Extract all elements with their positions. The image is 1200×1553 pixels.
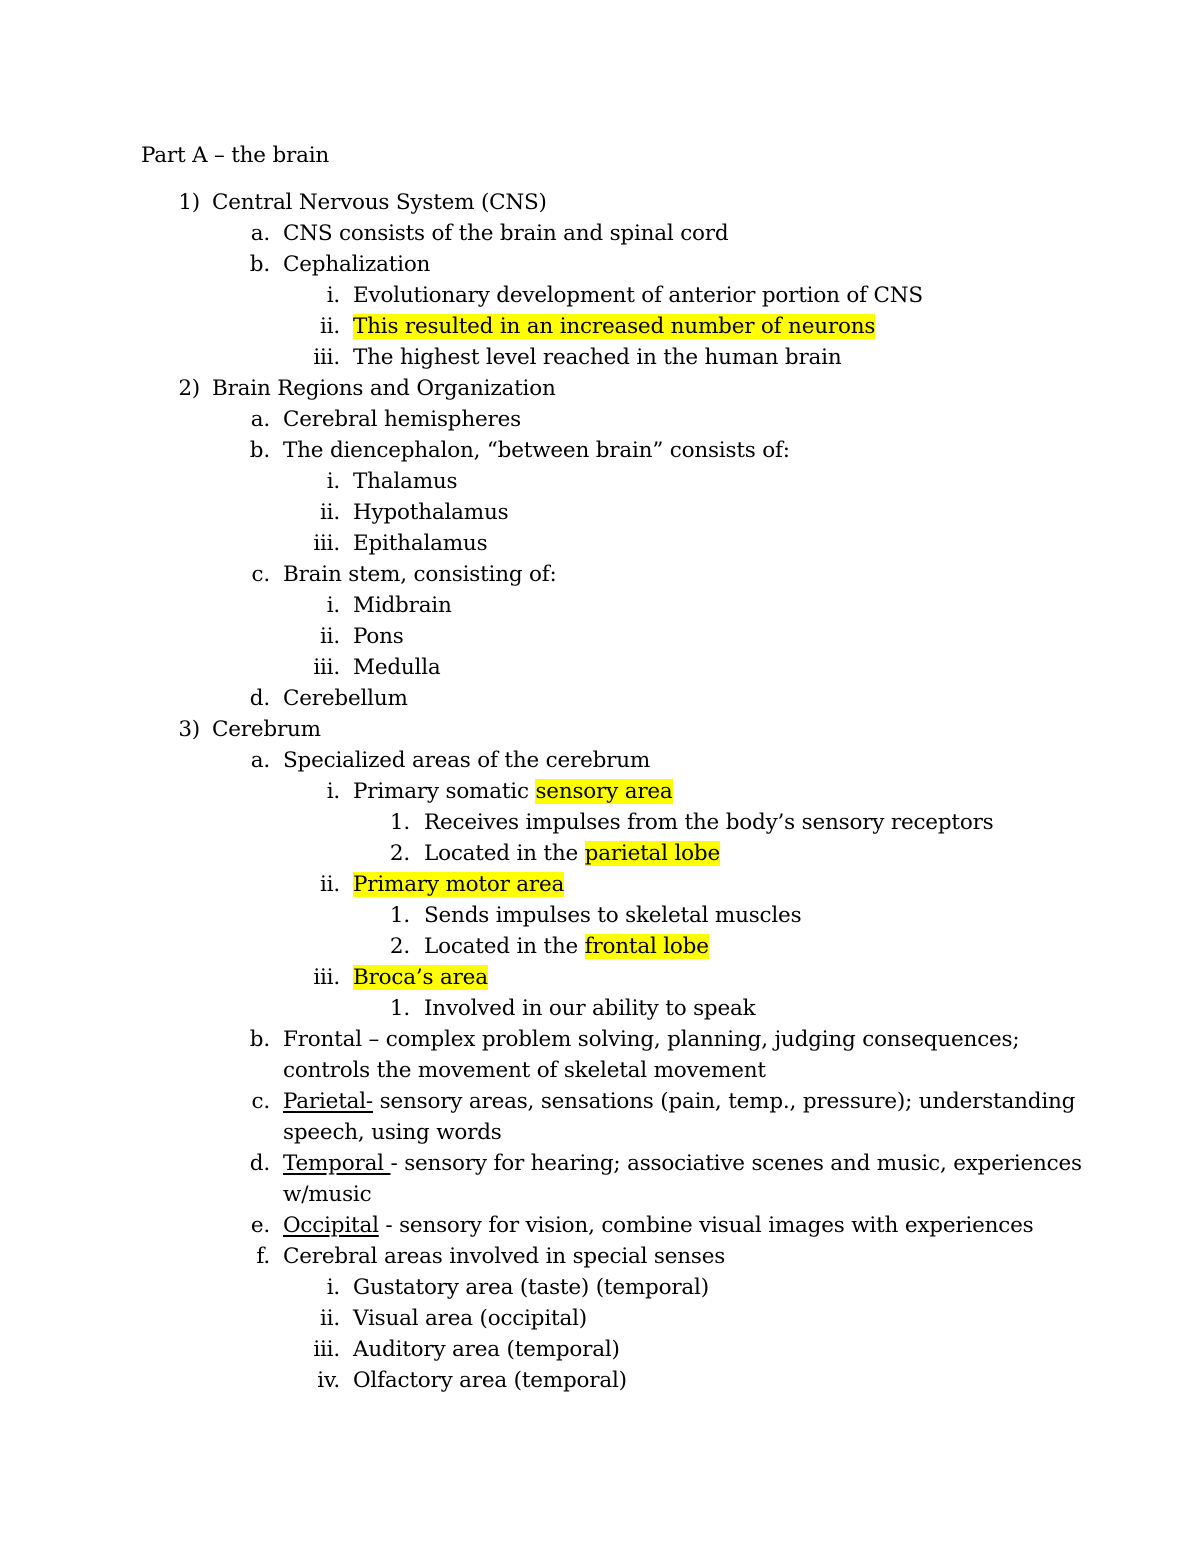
outline-item-text xyxy=(283,683,408,714)
text-segment: Cerebellum xyxy=(283,686,408,711)
text-segment: Receives impulses from the body’s sensory receptors xyxy=(424,810,994,835)
page-title-text: Part A – the brain xyxy=(141,143,330,168)
text-segment: The diencephalon, “between brain” consists of: xyxy=(283,438,790,463)
list-marker: ii. xyxy=(320,1306,340,1331)
text-segment: controls the movement of skeletal movement xyxy=(283,1058,766,1083)
highlighted-text: frontal lobe xyxy=(584,934,709,959)
outline-item-text xyxy=(353,652,441,683)
text-segment: Specialized areas of the cerebrum xyxy=(283,748,651,773)
list-marker: i. xyxy=(326,469,340,494)
outline-item-text xyxy=(353,280,923,311)
outline-item-text xyxy=(283,1179,371,1210)
outline-item-text xyxy=(283,745,650,776)
underlined-term: Occipital xyxy=(283,1213,379,1238)
outline-item-text xyxy=(353,342,841,373)
list-marker: ii. xyxy=(320,500,340,525)
text-segment: w/music xyxy=(283,1182,372,1207)
list-marker: iv. xyxy=(317,1368,340,1393)
list-marker: iii. xyxy=(313,1337,340,1362)
text-segment: - sensory for hearing; associative scenes and music, experiences xyxy=(390,1151,1082,1176)
list-marker: 2) xyxy=(178,376,200,401)
list-marker: 2. xyxy=(389,841,410,866)
outline-item-text xyxy=(353,497,508,528)
list-marker: iii. xyxy=(313,531,340,556)
text-segment: Frontal – complex problem solving, planning, judging consequences; xyxy=(283,1027,1020,1052)
list-marker: a. xyxy=(250,407,270,432)
outline-item-text xyxy=(353,590,452,621)
text-segment: Pons xyxy=(353,624,404,649)
outline-item-text xyxy=(283,1210,1034,1241)
highlighted-text: sensory area xyxy=(535,779,673,804)
text-segment: Brain stem, consisting of: xyxy=(283,562,557,587)
list-marker: 1. xyxy=(389,810,410,835)
outline-item-text xyxy=(353,1334,620,1365)
outline-item-text xyxy=(353,528,487,559)
outline-item-text xyxy=(353,1303,587,1334)
list-marker: ii. xyxy=(320,624,340,649)
text-segment: Primary somatic xyxy=(353,779,536,804)
outline-item-text xyxy=(283,559,557,590)
list-marker: ii. xyxy=(320,314,340,339)
text-segment: sensory areas, sensations (pain, temp., pressure); understanding xyxy=(373,1089,1076,1114)
outline-item-text xyxy=(283,1055,766,1086)
list-marker: i. xyxy=(326,1275,340,1300)
outline-item-text xyxy=(212,373,556,404)
highlighted-text: Primary motor area xyxy=(353,872,565,897)
list-marker: c. xyxy=(251,1089,270,1114)
list-marker: i. xyxy=(326,779,340,804)
text-segment: Cerebral areas involved in special senses xyxy=(283,1244,726,1269)
highlighted-text: parietal lobe xyxy=(584,841,720,866)
text-segment: Cephalization xyxy=(283,252,431,277)
list-marker: ii. xyxy=(320,872,340,897)
outline-item-text xyxy=(353,776,673,807)
text-segment: - sensory for vision, combine visual images with experiences xyxy=(378,1213,1034,1238)
text-segment: Hypothalamus xyxy=(353,500,509,525)
outline-item-text xyxy=(283,1117,502,1148)
text-segment: Central Nervous System (CNS) xyxy=(212,190,547,215)
outline-item-text xyxy=(283,435,790,466)
highlighted-text: This resulted in an increased number of neurons xyxy=(353,314,876,339)
outline-item-text xyxy=(353,621,404,652)
outline-item-text xyxy=(283,1241,725,1272)
text-segment: Located in the xyxy=(424,934,585,959)
text-segment: Auditory area (temporal) xyxy=(353,1337,620,1362)
outline-item-text xyxy=(283,404,521,435)
text-segment: Sends impulses to skeletal muscles xyxy=(424,903,802,928)
outline-item-text xyxy=(283,1086,1075,1117)
text-segment: speech, using words xyxy=(283,1120,502,1145)
outline-item-text xyxy=(424,838,720,869)
outline-item-text xyxy=(353,1365,627,1396)
highlighted-text: Broca’s area xyxy=(353,965,488,990)
list-marker: 2. xyxy=(389,934,410,959)
text-segment: Medulla xyxy=(353,655,441,680)
text-segment: The highest level reached in the human brain xyxy=(353,345,842,370)
underlined-term: Parietal- xyxy=(283,1089,373,1114)
outline-item-text xyxy=(353,466,457,497)
outline-item-text xyxy=(353,869,564,900)
list-marker: iii. xyxy=(313,345,340,370)
outline-item-text xyxy=(212,714,321,745)
text-segment: Evolutionary development of anterior portion of CNS xyxy=(353,283,923,308)
text-segment: Olfactory area (temporal) xyxy=(353,1368,627,1393)
text-segment: Visual area (occipital) xyxy=(353,1306,587,1331)
text-segment: Epithalamus xyxy=(353,531,488,556)
outline-item-text xyxy=(353,311,875,342)
outline-item-text xyxy=(283,218,728,249)
list-marker: f. xyxy=(256,1244,270,1269)
list-marker: d. xyxy=(249,686,270,711)
outline-item-text xyxy=(424,993,755,1024)
text-segment: Midbrain xyxy=(353,593,452,618)
underlined-term: Temporal xyxy=(283,1151,391,1176)
list-marker: d. xyxy=(249,1151,270,1176)
text-segment: Cerebral hemispheres xyxy=(283,407,521,432)
list-marker: b. xyxy=(249,438,270,463)
text-segment: Thalamus xyxy=(353,469,458,494)
list-marker: 3) xyxy=(178,717,200,742)
outline-item-text xyxy=(353,1272,709,1303)
outline-item-text xyxy=(424,931,709,962)
outline-item-text xyxy=(424,900,801,931)
outline-item-text xyxy=(212,187,547,218)
outline-item-text xyxy=(283,1148,1082,1179)
list-marker: b. xyxy=(249,1027,270,1052)
list-marker: 1) xyxy=(178,190,200,215)
list-marker: c. xyxy=(251,562,270,587)
list-marker: e. xyxy=(250,1213,270,1238)
list-marker: b. xyxy=(249,252,270,277)
outline-item-text xyxy=(283,1024,1019,1055)
list-marker: a. xyxy=(250,221,270,246)
text-segment: Involved in our ability to speak xyxy=(424,996,756,1021)
text-segment: Gustatory area (taste) (temporal) xyxy=(353,1275,709,1300)
list-marker: i. xyxy=(326,593,340,618)
outline-item-text xyxy=(283,249,430,280)
text-segment: Cerebrum xyxy=(212,717,321,742)
list-marker: 1. xyxy=(389,903,410,928)
text-segment: Located in the xyxy=(424,841,585,866)
outline-item-text xyxy=(353,962,488,993)
outline-item-text xyxy=(424,807,994,838)
list-marker: iii. xyxy=(313,965,340,990)
list-marker: i. xyxy=(326,283,340,308)
list-marker: 1. xyxy=(389,996,410,1021)
text-segment: Brain Regions and Organization xyxy=(212,376,556,401)
list-marker: iii. xyxy=(313,655,340,680)
list-marker: a. xyxy=(250,748,270,773)
text-segment: CNS consists of the brain and spinal cord xyxy=(283,221,729,246)
